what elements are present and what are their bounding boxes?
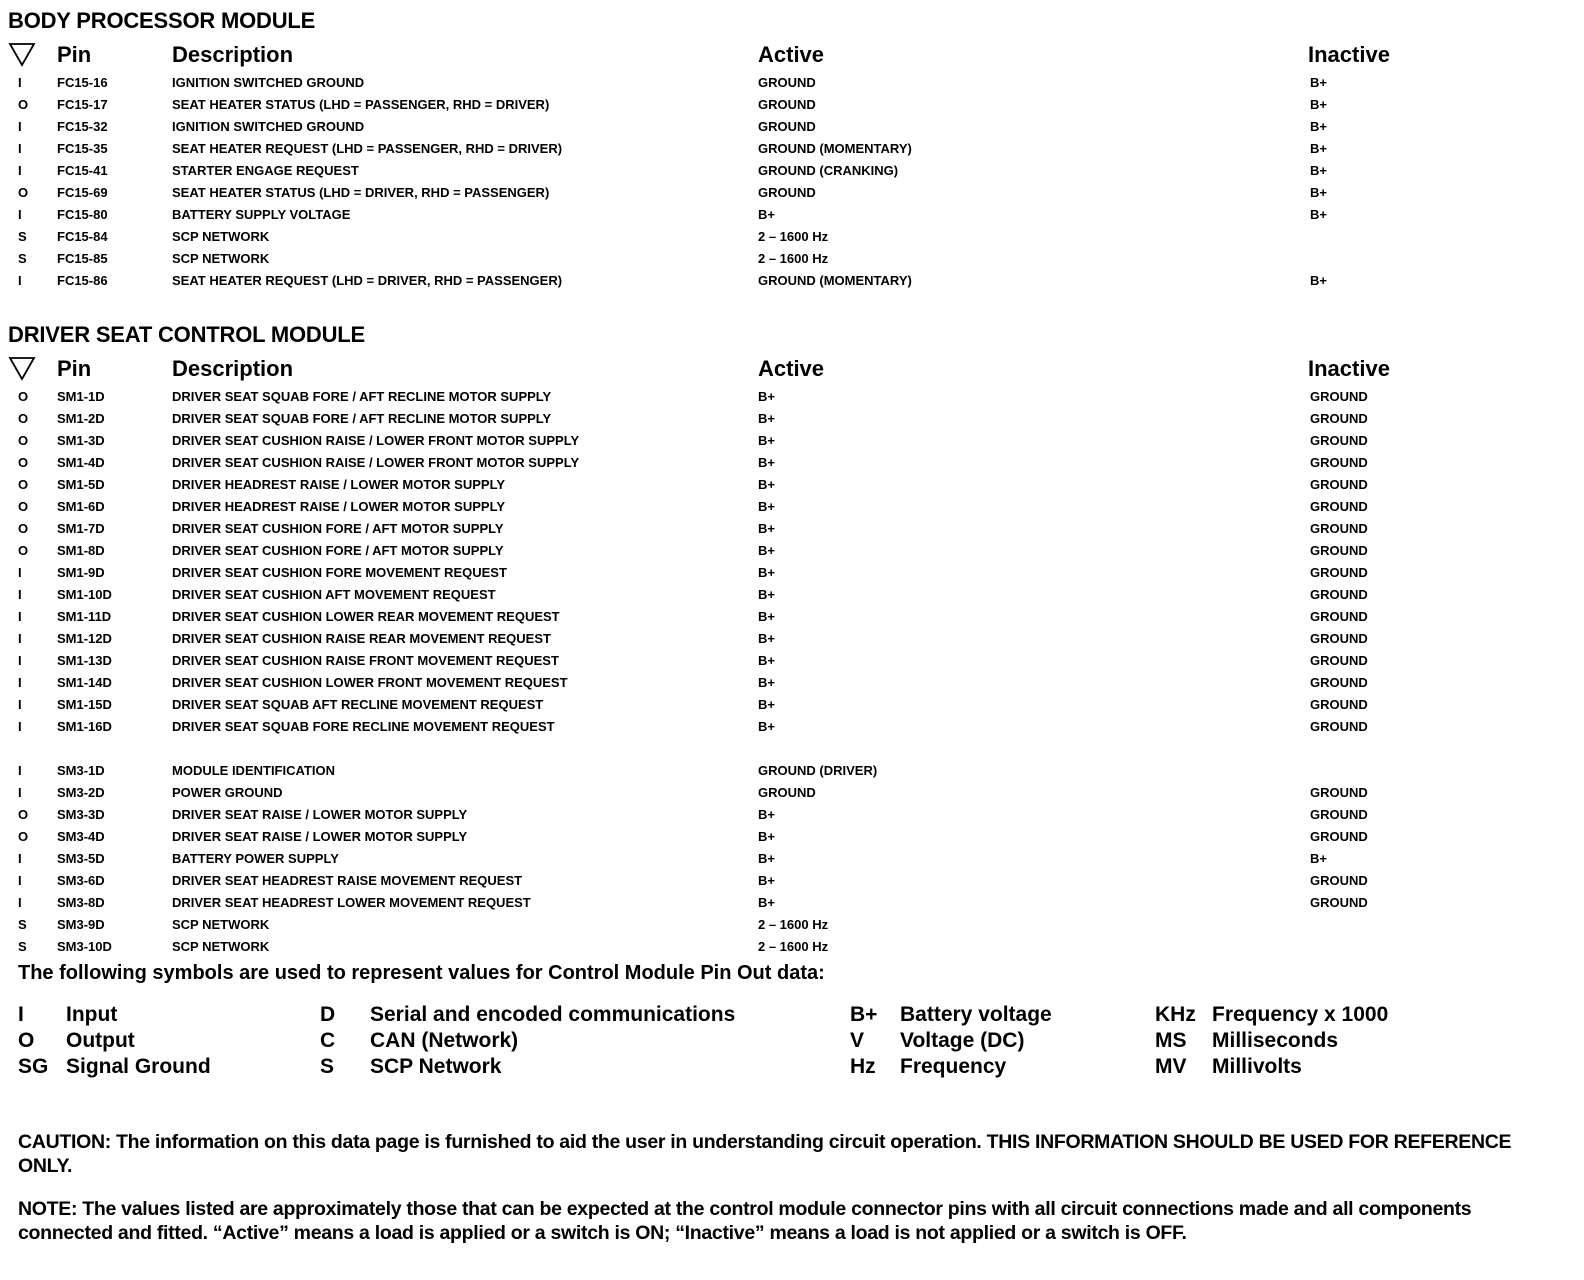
legend-text: Battery voltage — [900, 1003, 1052, 1026]
pin-description: DRIVER SEAT CUSHION FORE MOVEMENT REQUEST — [172, 565, 507, 580]
legend-symbol: D — [320, 1003, 336, 1026]
pin-inactive: B+ — [1310, 273, 1327, 288]
pin-type: O — [18, 807, 29, 822]
pin-active: GROUND — [758, 119, 816, 134]
pin-description: SCP NETWORK — [172, 229, 270, 244]
pin-type: O — [18, 97, 29, 112]
pin-type: I — [18, 785, 22, 800]
legend-symbol: O — [18, 1029, 35, 1052]
pin-id: FC15-32 — [57, 119, 108, 134]
pin-description: BATTERY POWER SUPPLY — [172, 851, 339, 866]
pin-id: FC15-80 — [57, 207, 108, 222]
pin-active: 2 – 1600 Hz — [758, 939, 829, 954]
table-row — [0, 606, 1584, 628]
pin-id: SM1-16D — [57, 719, 112, 734]
pin-type: I — [18, 207, 22, 222]
pin-id: SM1-1D — [57, 389, 105, 404]
table-row — [0, 562, 1584, 584]
header-pin: Pin — [57, 356, 92, 381]
table-row — [0, 782, 1584, 804]
pin-type: O — [18, 455, 29, 470]
pin-type: I — [18, 873, 22, 888]
pin-description: DRIVER SEAT RAISE / LOWER MOTOR SUPPLY — [172, 807, 468, 822]
pin-id: SM1-8D — [57, 543, 105, 558]
dscm-table — [0, 386, 1584, 958]
table-row — [0, 936, 1584, 958]
table-row — [0, 540, 1584, 562]
pin-active: GROUND (CRANKING) — [758, 163, 899, 178]
table-row — [0, 116, 1584, 138]
pin-inactive: B+ — [1310, 75, 1327, 90]
pin-inactive: GROUND — [1310, 719, 1368, 734]
pin-inactive: B+ — [1310, 119, 1327, 134]
legend-text: Output — [66, 1029, 135, 1052]
table-row — [0, 672, 1584, 694]
pin-description: IGNITION SWITCHED GROUND — [172, 119, 365, 134]
pin-active: 2 – 1600 Hz — [758, 251, 829, 266]
table-row — [0, 226, 1584, 248]
pin-description: SCP NETWORK — [172, 251, 270, 266]
header-active: Active — [758, 356, 825, 381]
pin-active: GROUND (DRIVER) — [758, 763, 878, 778]
pin-inactive: GROUND — [1310, 697, 1368, 712]
pin-id: FC15-35 — [57, 141, 108, 156]
pin-active: GROUND (MOMENTARY) — [758, 273, 912, 288]
pin-description: POWER GROUND — [172, 785, 283, 800]
pin-inactive: GROUND — [1310, 499, 1368, 514]
table-row — [0, 474, 1584, 496]
pin-inactive: GROUND — [1310, 477, 1368, 492]
pin-inactive: GROUND — [1310, 653, 1368, 668]
pin-id: FC15-69 — [57, 185, 108, 200]
pin-inactive: B+ — [1310, 163, 1327, 178]
table-spacer — [0, 738, 1584, 760]
pin-inactive: GROUND — [1310, 609, 1368, 624]
pin-type: S — [18, 917, 27, 932]
symbol-legend — [0, 1003, 1584, 1083]
pin-inactive: B+ — [1310, 141, 1327, 156]
table-row — [0, 694, 1584, 716]
pin-id: SM1-11D — [57, 609, 112, 624]
legend-symbol: C — [320, 1029, 336, 1052]
pin-description: DRIVER SEAT CUSHION LOWER FRONT MOVEMENT REQUEST — [172, 675, 568, 690]
pin-type: I — [18, 895, 22, 910]
pin-id: SM1-7D — [57, 521, 105, 536]
pin-active: 2 – 1600 Hz — [758, 229, 829, 244]
pin-description: DRIVER HEADREST RAISE / LOWER MOTOR SUPPLY — [172, 477, 505, 492]
pin-id: FC15-84 — [57, 229, 108, 244]
pin-type: I — [18, 697, 22, 712]
pin-inactive: B+ — [1310, 185, 1327, 200]
pin-inactive: GROUND — [1310, 785, 1368, 800]
table-row — [0, 628, 1584, 650]
pin-id: SM1-4D — [57, 455, 105, 470]
pin-inactive: GROUND — [1310, 543, 1368, 558]
pin-description: DRIVER HEADREST RAISE / LOWER MOTOR SUPPLY — [172, 499, 505, 514]
pin-active: B+ — [758, 411, 775, 426]
pin-type: I — [18, 719, 22, 734]
pin-active: B+ — [758, 543, 775, 558]
pin-id: FC15-41 — [57, 163, 108, 178]
pin-active: B+ — [758, 895, 775, 910]
legend-symbol: KHz — [1155, 1003, 1196, 1026]
bpm-table — [0, 72, 1584, 292]
pin-active: 2 – 1600 Hz — [758, 917, 829, 932]
table-row — [0, 848, 1584, 870]
pin-type: I — [18, 141, 22, 156]
pin-description: DRIVER SEAT CUSHION FORE / AFT MOTOR SUPPLY — [172, 521, 504, 536]
pin-inactive: GROUND — [1310, 389, 1368, 404]
table-row — [0, 826, 1584, 848]
pin-id: SM1-9D — [57, 565, 105, 580]
pin-active: B+ — [758, 675, 775, 690]
pin-description: DRIVER SEAT HEADREST RAISE MOVEMENT REQUEST — [172, 873, 523, 888]
legend-text: Frequency x 1000 — [1212, 1003, 1389, 1026]
pin-id: SM3-10D — [57, 939, 112, 954]
pin-inactive: B+ — [1310, 97, 1327, 112]
pin-id: SM1-12D — [57, 631, 112, 646]
pin-id: SM3-9D — [57, 917, 105, 932]
table-row — [0, 182, 1584, 204]
bpm-title: BODY PROCESSOR MODULE — [8, 8, 316, 33]
pin-id: SM1-3D — [57, 433, 105, 448]
table-row — [0, 430, 1584, 452]
pin-type: S — [18, 939, 27, 954]
pin-type: I — [18, 763, 22, 778]
header-active: Active — [758, 42, 825, 67]
table-row — [0, 892, 1584, 914]
pin-type: O — [18, 499, 29, 514]
pin-type: S — [18, 229, 27, 244]
pin-description: STARTER ENGAGE REQUEST — [172, 163, 359, 178]
pin-active: B+ — [758, 697, 775, 712]
pin-type: I — [18, 675, 22, 690]
pin-id: FC15-16 — [57, 75, 108, 90]
pin-active: B+ — [758, 653, 775, 668]
pin-type: I — [18, 565, 22, 580]
header-description: Description — [172, 42, 294, 67]
pin-active: B+ — [758, 609, 775, 624]
pin-active: B+ — [758, 851, 775, 866]
pin-description: BATTERY SUPPLY VOLTAGE — [172, 207, 351, 222]
table-row — [0, 584, 1584, 606]
pin-description: DRIVER SEAT CUSHION RAISE REAR MOVEMENT REQUEST — [172, 631, 551, 646]
pin-id: SM1-6D — [57, 499, 105, 514]
pin-inactive: B+ — [1310, 851, 1327, 866]
pin-description: SEAT HEATER STATUS (LHD = PASSENGER, RHD = DRIVER) — [172, 97, 550, 112]
pin-id: FC15-17 — [57, 97, 108, 112]
table-row — [0, 204, 1584, 226]
pin-description: SEAT HEATER STATUS (LHD = DRIVER, RHD = PASSENGER) — [172, 185, 550, 200]
legend-text: Serial and encoded communications — [370, 1003, 736, 1026]
pin-type: I — [18, 119, 22, 134]
pin-id: SM3-3D — [57, 807, 105, 822]
pin-type: I — [18, 163, 22, 178]
header-pin: Pin — [57, 42, 92, 67]
pin-id: SM1-13D — [57, 653, 112, 668]
table-row — [0, 248, 1584, 270]
legend-text: Frequency — [900, 1055, 1007, 1078]
header-inactive: Inactive — [1308, 356, 1390, 381]
pin-inactive: GROUND — [1310, 829, 1368, 844]
table-row — [0, 138, 1584, 160]
table-row — [0, 452, 1584, 474]
legend-text: SCP Network — [370, 1055, 502, 1078]
pin-id: SM3-6D — [57, 873, 105, 888]
legend-symbol: MS — [1155, 1029, 1187, 1052]
legend-text: Signal Ground — [66, 1055, 211, 1078]
legend-text: Milliseconds — [1212, 1029, 1339, 1052]
pin-description: SEAT HEATER REQUEST (LHD = PASSENGER, RHD = DRIVER) — [172, 141, 563, 156]
pin-type: O — [18, 521, 29, 536]
pin-active: GROUND — [758, 185, 816, 200]
pin-id: SM1-10D — [57, 587, 112, 602]
pin-active: B+ — [758, 587, 775, 602]
legend-symbol: MV — [1155, 1055, 1187, 1078]
pin-active: B+ — [758, 719, 775, 734]
note-text: NOTE: The values listed are approximately those that can be expected at the control module connector pins with all circuit connections made and all components connected and fitted. “Active” means a load is applied or a switch is ON; “Inactive” means a load is not applied or a switch is OFF. — [18, 1198, 1472, 1244]
legend-intro: The following symbols are used to represent values for Control Module Pin Out data: — [18, 962, 825, 984]
caution-text: CAUTION: The information on this data page is furnished to aid the user in understanding circuit operation. THIS INFORMATION SHOULD BE USED FOR REFERENCE ONLY. — [18, 1131, 1512, 1177]
pin-inactive: B+ — [1310, 207, 1327, 222]
pin-type: I — [18, 653, 22, 668]
pin-inactive: GROUND — [1310, 433, 1368, 448]
pin-active: B+ — [758, 829, 775, 844]
bpm-header-row — [0, 40, 1584, 70]
direction-triangle-icon — [8, 354, 36, 388]
table-row — [0, 716, 1584, 738]
pin-type: I — [18, 273, 22, 288]
legend-symbol: S — [320, 1055, 335, 1078]
table-row — [0, 408, 1584, 430]
pin-type: O — [18, 411, 29, 426]
pin-inactive: GROUND — [1310, 807, 1368, 822]
pin-active: B+ — [758, 455, 775, 470]
legend-symbol: V — [850, 1029, 865, 1052]
pin-id: SM3-4D — [57, 829, 105, 844]
pin-id: SM3-5D — [57, 851, 105, 866]
pin-id: FC15-86 — [57, 273, 108, 288]
pin-description: DRIVER SEAT SQUAB AFT RECLINE MOVEMENT REQUEST — [172, 697, 544, 712]
pin-type: O — [18, 543, 29, 558]
legend-text: CAN (Network) — [370, 1029, 519, 1052]
pin-id: SM3-2D — [57, 785, 105, 800]
legend-text: Input — [66, 1003, 118, 1026]
pin-active: GROUND (MOMENTARY) — [758, 141, 912, 156]
pin-id: FC15-85 — [57, 251, 108, 266]
table-row — [0, 914, 1584, 936]
pin-active: B+ — [758, 389, 775, 404]
pin-inactive: GROUND — [1310, 895, 1368, 910]
pin-type: O — [18, 185, 29, 200]
pin-inactive: GROUND — [1310, 411, 1368, 426]
pin-active: B+ — [758, 521, 775, 536]
pin-type: I — [18, 609, 22, 624]
table-row — [0, 496, 1584, 518]
pin-type: O — [18, 389, 29, 404]
table-row — [0, 760, 1584, 782]
pin-description: DRIVER SEAT SQUAB FORE RECLINE MOVEMENT REQUEST — [172, 719, 555, 734]
legend-text: Millivolts — [1212, 1055, 1302, 1078]
pin-description: DRIVER SEAT CUSHION LOWER REAR MOVEMENT REQUEST — [172, 609, 560, 624]
pin-inactive: GROUND — [1310, 675, 1368, 690]
pin-active: GROUND — [758, 785, 816, 800]
pin-type: O — [18, 829, 29, 844]
table-row — [0, 72, 1584, 94]
table-row — [0, 160, 1584, 182]
pin-active: B+ — [758, 207, 775, 222]
dscm-header-row — [0, 354, 1584, 384]
pin-description: DRIVER SEAT CUSHION FORE / AFT MOTOR SUPPLY — [172, 543, 504, 558]
legend-symbol: B+ — [850, 1003, 878, 1026]
pin-description: DRIVER SEAT CUSHION RAISE FRONT MOVEMENT REQUEST — [172, 653, 559, 668]
legend-text: Voltage (DC) — [900, 1029, 1025, 1052]
header-description: Description — [172, 356, 294, 381]
pin-description: DRIVER SEAT SQUAB FORE / AFT RECLINE MOTOR SUPPLY — [172, 411, 552, 426]
pin-id: SM3-8D — [57, 895, 105, 910]
pin-type: O — [18, 433, 29, 448]
pin-id: SM1-2D — [57, 411, 105, 426]
pin-description: DRIVER SEAT SQUAB FORE / AFT RECLINE MOTOR SUPPLY — [172, 389, 552, 404]
table-row — [0, 270, 1584, 292]
pin-inactive: GROUND — [1310, 631, 1368, 646]
pin-type: I — [18, 75, 22, 90]
pin-active: B+ — [758, 873, 775, 888]
table-row — [0, 650, 1584, 672]
pin-description: DRIVER SEAT CUSHION AFT MOVEMENT REQUEST — [172, 587, 496, 602]
pin-description: DRIVER SEAT CUSHION RAISE / LOWER FRONT MOTOR SUPPLY — [172, 455, 580, 470]
legend-symbol: Hz — [850, 1055, 876, 1078]
direction-triangle-icon — [8, 40, 36, 74]
pin-inactive: GROUND — [1310, 521, 1368, 536]
pin-active: B+ — [758, 631, 775, 646]
pin-description: MODULE IDENTIFICATION — [172, 763, 335, 778]
table-row — [0, 870, 1584, 892]
pin-id: SM1-5D — [57, 477, 105, 492]
legend-symbol: SG — [18, 1055, 49, 1078]
table-row — [0, 94, 1584, 116]
pin-id: SM1-14D — [57, 675, 112, 690]
pin-active: B+ — [758, 565, 775, 580]
pin-type: I — [18, 631, 22, 646]
pin-active: B+ — [758, 477, 775, 492]
pin-inactive: GROUND — [1310, 587, 1368, 602]
pin-inactive: GROUND — [1310, 873, 1368, 888]
pin-active: B+ — [758, 499, 775, 514]
pin-description: SCP NETWORK — [172, 939, 270, 954]
legend-symbol: I — [18, 1003, 24, 1026]
table-row — [0, 804, 1584, 826]
pin-inactive: GROUND — [1310, 455, 1368, 470]
pin-active: GROUND — [758, 97, 816, 112]
pin-description: DRIVER SEAT RAISE / LOWER MOTOR SUPPLY — [172, 829, 468, 844]
header-inactive: Inactive — [1308, 42, 1390, 67]
pin-active: B+ — [758, 433, 775, 448]
pin-description: DRIVER SEAT HEADREST LOWER MOVEMENT REQUEST — [172, 895, 531, 910]
pin-active: B+ — [758, 807, 775, 822]
dscm-title: DRIVER SEAT CONTROL MODULE — [8, 322, 365, 347]
pin-active: GROUND — [758, 75, 816, 90]
table-row — [0, 518, 1584, 540]
table-row — [0, 386, 1584, 408]
pin-description: SEAT HEATER REQUEST (LHD = DRIVER, RHD = PASSENGER) — [172, 273, 563, 288]
pin-id: SM3-1D — [57, 763, 105, 778]
pin-type: O — [18, 477, 29, 492]
pin-type: S — [18, 251, 27, 266]
pin-type: I — [18, 851, 22, 866]
pin-type: I — [18, 587, 22, 602]
pin-inactive: GROUND — [1310, 565, 1368, 580]
pin-id: SM1-15D — [57, 697, 112, 712]
pin-description: DRIVER SEAT CUSHION RAISE / LOWER FRONT MOTOR SUPPLY — [172, 433, 580, 448]
pin-description: SCP NETWORK — [172, 917, 270, 932]
pin-description: IGNITION SWITCHED GROUND — [172, 75, 365, 90]
